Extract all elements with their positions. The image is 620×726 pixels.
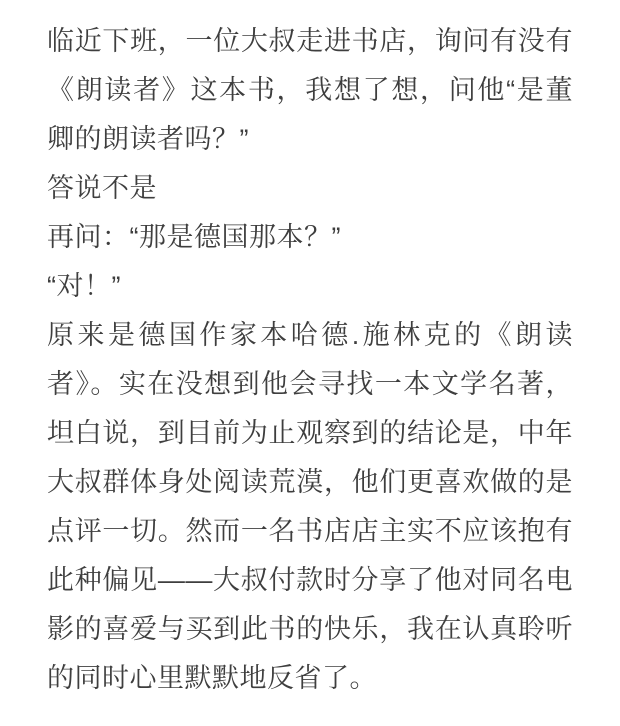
paragraph-1: 临近下班，一位大叔走进书店，询问有没有《朗读者》这本书，我想了想，问他“是董卿的朗读者吗？” [47, 26, 573, 154]
article-body [47, 17, 573, 703]
paragraph-5: 原来是德国作家本哈德.施林克的《朗读者》。实在没想到他会寻找一本文学名著，坦白说，到目前为止观察到的结论是，中年大叔群体身处阅读荒漠，他们更喜欢做的是点评一切。然而一名书店店主实不应该抱有此种偏见——大叔付款时分享了他对同名电影的喜爱与买到此书的快乐，我在认真聆听的同时心里默默地反省了。 [47, 320, 573, 693]
paragraph-3: 再问：“那是德国那本？” [47, 222, 341, 252]
paragraph-2: 答说不是 [47, 173, 157, 203]
paragraph-4: “对！” [47, 271, 121, 301]
